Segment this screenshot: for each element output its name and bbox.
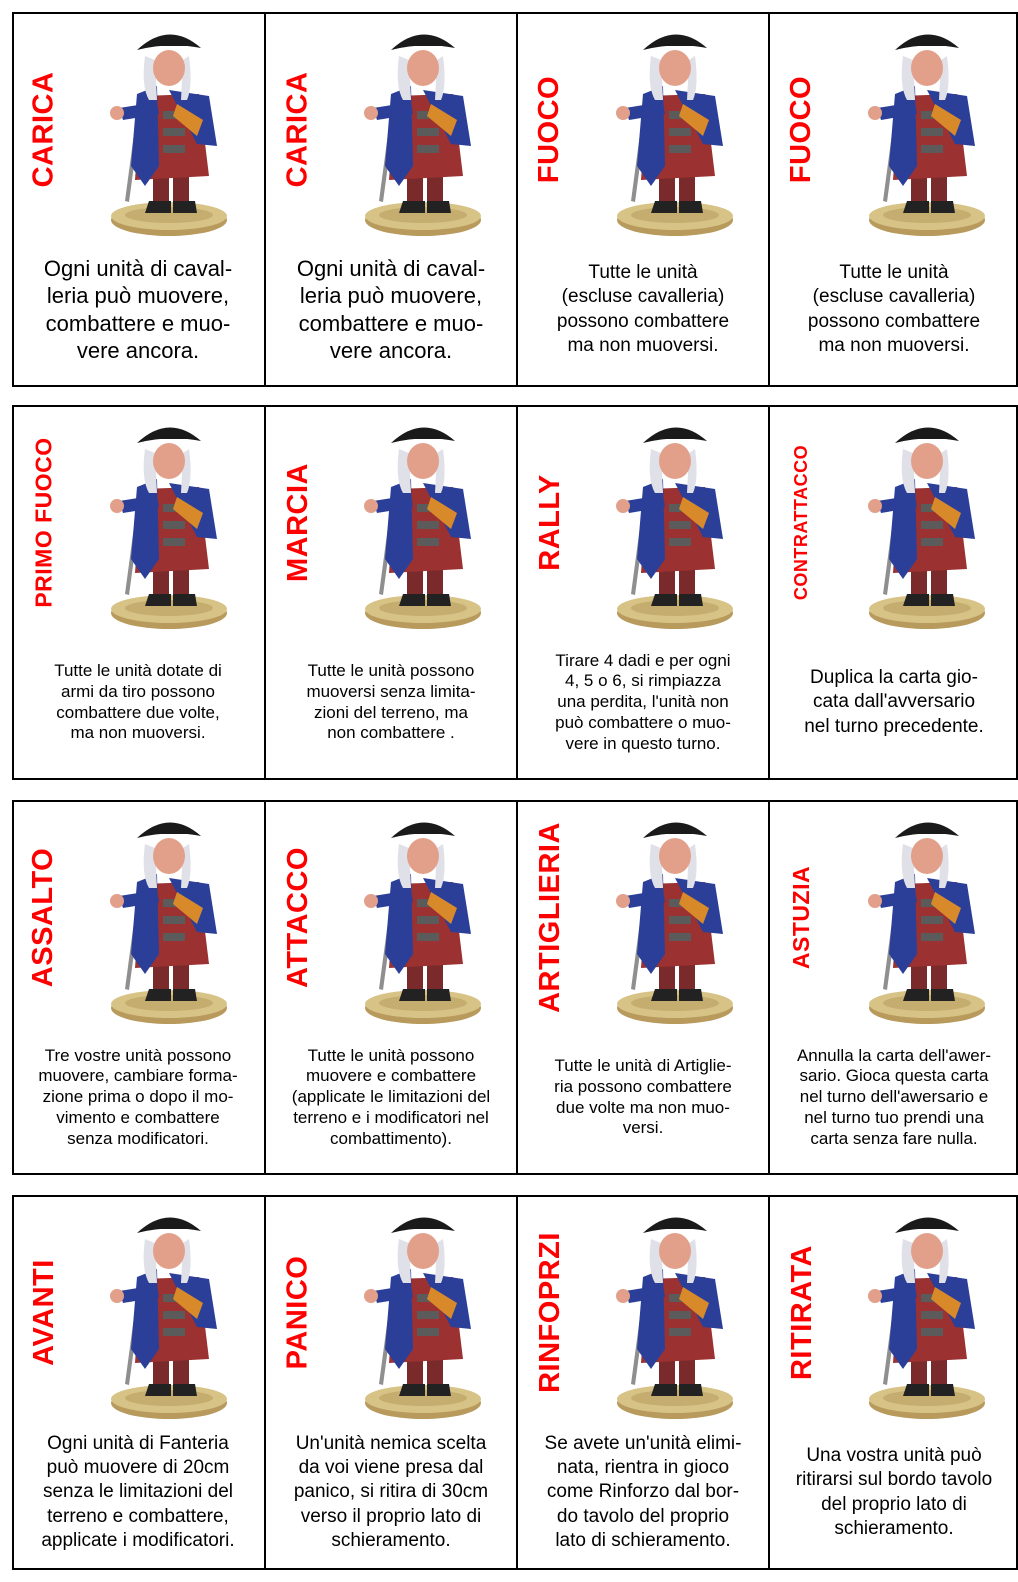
card-text: Tutte le unità (escluse cavalleria) possono combattere ma non muoversi. <box>807 262 981 356</box>
card-artiglieria <box>516 800 768 1175</box>
soldier-figure-image <box>603 1199 753 1425</box>
card-text: Ogni unità di caval- leria può muovere, combattere e muo- vere ancora. <box>296 255 486 363</box>
soldier-figure-image <box>351 1199 501 1425</box>
card-title: ATTACCO <box>281 846 314 988</box>
card-title: CARICA <box>27 71 60 187</box>
card-attacco <box>264 800 516 1175</box>
card-marcia <box>264 405 516 780</box>
soldier-figure-image <box>97 804 247 1030</box>
card-title: MARCIA <box>281 462 314 582</box>
card-text: Tre vostre unità possono muovere, cambiare forma- zione prima o dopo il mo- vimento e combattere senza modificatori. <box>38 1045 238 1148</box>
card-title: ARTIGLIERIA <box>533 821 566 1013</box>
soldier-figure-image <box>855 1199 1005 1425</box>
soldier-figure-image <box>97 409 247 635</box>
card-title: RALLY <box>533 473 566 571</box>
soldier-figure-image <box>855 804 1005 1030</box>
soldier-figure-image <box>603 804 753 1030</box>
card-title: RITIRATA <box>785 1244 818 1380</box>
card-carica-1 <box>12 12 264 387</box>
card-title: PANICO <box>281 1255 314 1369</box>
soldier-figure-image <box>351 804 501 1030</box>
card-fuoco-2 <box>768 12 1018 387</box>
card-ritirata <box>768 1195 1018 1570</box>
card-text: Annulla la carta dell'awer- sario. Gioca questa carta nel turno dell'awersario e nel turno tuo prendi una carta senza fare nulla. <box>796 1045 992 1148</box>
card-rinforzi <box>516 1195 768 1570</box>
card-panico <box>264 1195 516 1570</box>
card-rally <box>516 405 768 780</box>
soldier-figure-image <box>351 409 501 635</box>
card-text: Duplica la carta gio- cata dall'avversario nel turno precedente. <box>804 667 984 737</box>
card-carica-2 <box>264 12 516 387</box>
soldier-figure-image <box>855 409 1005 635</box>
card-astuzia <box>768 800 1018 1175</box>
card-title: ASTUZIA <box>788 865 815 969</box>
card-title: PRIMO FUOCO <box>30 436 57 608</box>
card-text: Tirare 4 dadi e per ogni 4, 5 o 6, si rimpiazza una perdita, l'unità non può combattere o muo- vere in questo turno. <box>555 650 731 753</box>
soldier-figure-image <box>603 409 753 635</box>
card-text: Ogni unità di caval- leria può muovere, combattere e muo- vere ancora. <box>43 255 233 363</box>
card-row-2 <box>0 405 1018 780</box>
card-title: FUOCO <box>533 75 566 183</box>
card-row-1 <box>0 12 1018 387</box>
soldier-figure-image <box>97 16 247 242</box>
card-title: FUOCO <box>785 75 818 183</box>
soldier-figure-image <box>351 16 501 242</box>
card-text: Se avete un'unità elimi- nata, rientra in gioco come Rinforzo dal bor- do tavolo del proprio lato di schieramento. <box>544 1433 742 1551</box>
card-title: CONTRATTACCO <box>791 444 812 600</box>
card-title: ASSALTO <box>27 847 60 987</box>
card-text: Tutte le unità dotate di armi da tiro possono combattere due volte, ma non muoversi. <box>54 661 222 743</box>
card-primo-fuoco <box>12 405 264 780</box>
card-text: Una vostra unità può ritirarsi sul bordo tavolo del proprio lato di schieramento. <box>795 1445 993 1539</box>
card-fuoco-1 <box>516 12 768 387</box>
card-text: Un'unità nemica scelta da voi viene presa dal panico, si ritira di 30cm verso il proprio lato di schieramento. <box>293 1433 489 1551</box>
soldier-figure-image <box>855 16 1005 242</box>
soldier-figure-image <box>603 16 753 242</box>
card-text: Tutte le unità (escluse cavalleria) possono combattere ma non muoversi. <box>556 262 730 356</box>
card-text: Tutte le unità di Artiglie- ria possono combattere due volte ma non muo- versi. <box>554 1056 732 1138</box>
card-row-3 <box>0 800 1018 1175</box>
card-text: Tutte le unità possono muovere e combattere (applicate le limitazioni del terreno e i modificatori nel combattimento). <box>291 1045 491 1148</box>
card-assalto <box>12 800 264 1175</box>
card-avanti <box>12 1195 264 1570</box>
card-text: Tutte le unità possono muoversi senza limita- zioni del terreno, ma non combattere . <box>306 661 476 743</box>
card-title: AVANTI <box>27 1258 60 1366</box>
card-text: Ogni unità di Fanteria può muovere di 20cm senza le limitazioni del terreno e combattere, applicate i modificatori. <box>41 1433 235 1551</box>
card-title: RINFOPRZI <box>533 1231 566 1393</box>
soldier-figure-image <box>97 1199 247 1425</box>
card-title: CARICA <box>281 71 314 187</box>
card-row-4 <box>0 1195 1018 1570</box>
card-contrattacco <box>768 405 1018 780</box>
